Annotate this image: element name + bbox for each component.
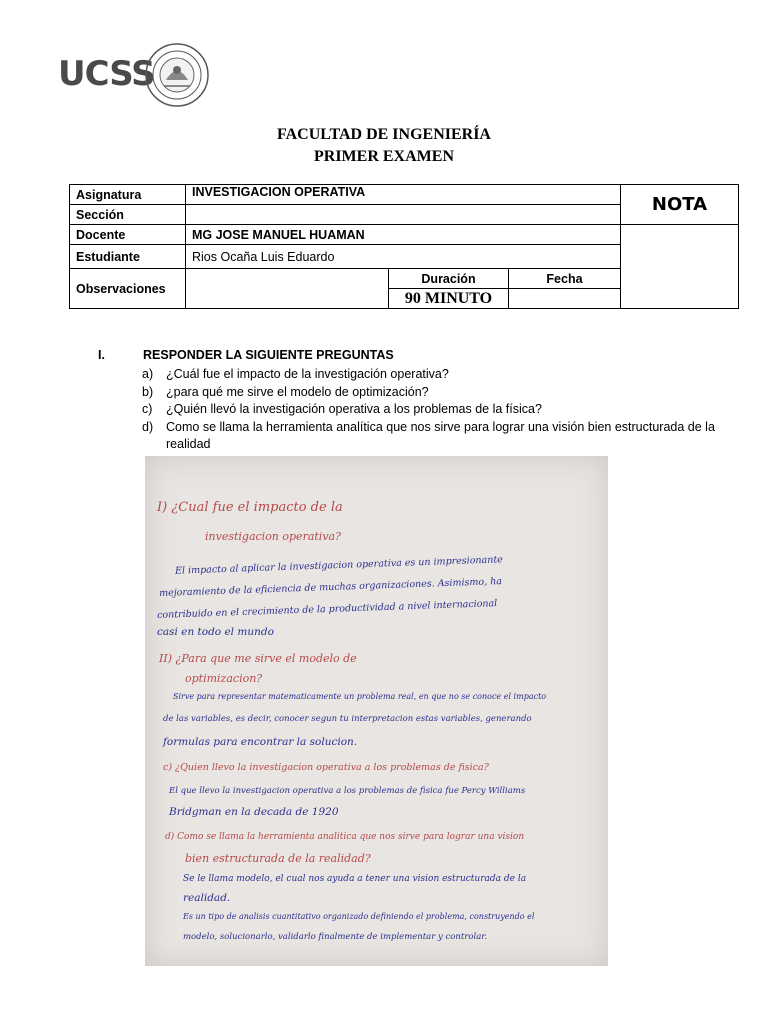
handwritten-line: I) ¿Cual fue el impacto de la xyxy=(157,500,343,515)
estudiante-value: Rios Ocaña Luis Eduardo xyxy=(186,245,621,269)
question-item xyxy=(142,366,722,384)
section-title: RESPONDER LA SIGUIENTE PREGUNTAS xyxy=(143,348,394,362)
question-item xyxy=(142,384,722,402)
handwritten-line: Bridgman en la decada de 1920 xyxy=(169,806,339,818)
ucss-logo xyxy=(58,40,218,110)
question-item xyxy=(142,401,722,419)
handwritten-line: El que llevo la investigacion operativa a los problemas de fisica fue Percy Williams xyxy=(169,786,526,796)
nota-box xyxy=(621,225,739,309)
docente-value: MG JOSE MANUEL HUAMAN xyxy=(186,225,621,245)
handwritten-line: de las variables, es decir, conocer segun tu interpretacion estas variables, generando xyxy=(163,714,532,724)
duracion-value: 90 MINUTO xyxy=(389,289,509,309)
handwritten-line: El impacto al aplicar la investigacion operativa es un impresionante xyxy=(174,554,503,577)
handwritten-line: c) ¿Quien llevo la investigacion operativa a los problemas de fisica? xyxy=(163,762,489,773)
docente-label: Docente xyxy=(70,225,186,245)
university-seal-icon xyxy=(144,42,210,108)
asignatura-value: INVESTIGACION OPERATIVA xyxy=(186,185,621,205)
question-text: Como se llama la herramienta analítica que nos sirve para lograr una visión bien estructurada de la realidad xyxy=(166,419,715,451)
exam-info-table xyxy=(69,184,739,309)
handwritten-line: mejoramiento de la eficiencia de muchas organizaciones. Asimismo, ha xyxy=(158,576,503,599)
handwritten-line: modelo, solucionarlo, validarlo finalmente de implementar y controlar. xyxy=(183,932,488,942)
duracion-label: Duración xyxy=(389,269,509,289)
question-item xyxy=(142,419,722,454)
faculty-title: FACULTAD DE INGENIERÍA xyxy=(277,126,491,143)
logo-text: UCSS xyxy=(58,54,155,94)
question-text: ¿para qué me sirve el modelo de optimización? xyxy=(166,384,429,399)
handwritten-line: Es un tipo de analisis cuantitativo organizado definiendo el problema, construyendo el xyxy=(183,912,535,921)
handwritten-answer-photo xyxy=(145,456,608,966)
question-list xyxy=(142,366,722,454)
handwritten-line: realidad. xyxy=(183,892,231,904)
estudiante-label: Estudiante xyxy=(70,245,186,269)
section-number: I. xyxy=(98,348,105,362)
handwritten-line: II) ¿Para que me sirve el modelo de xyxy=(159,652,357,665)
handwritten-line: formulas para encontrar la solucion. xyxy=(163,736,358,748)
question-letter: b) xyxy=(142,384,154,399)
seccion-label: Sección xyxy=(70,205,186,225)
observaciones-value xyxy=(186,269,389,309)
question-letter: c) xyxy=(142,402,153,416)
fecha-label: Fecha xyxy=(509,269,621,289)
nota-label: NOTA xyxy=(621,185,739,225)
handwritten-line: d) Como se llama la herramienta analitica que nos sirve para lograr una vision xyxy=(165,832,525,842)
seccion-value xyxy=(186,205,621,225)
handwritten-line: contribuido en el crecimiento de la productividad a nivel internacional xyxy=(156,598,498,621)
handwritten-line: Se le llama modelo, el cual nos ayuda a tener una vision estructurada de la xyxy=(183,874,527,884)
fecha-value xyxy=(509,289,621,309)
handwritten-line: optimizacion? xyxy=(185,672,263,685)
handwritten-line: Sirve para representar matematicamente un problema real, en que no se conoce el impacto xyxy=(173,692,547,701)
observaciones-label: Observaciones xyxy=(70,269,186,309)
question-text: ¿Quién llevó la investigación operativa a los problemas de la física? xyxy=(166,402,542,416)
question-letter: d) xyxy=(142,419,154,434)
exam-title: PRIMER EXAMEN xyxy=(314,148,454,165)
handwritten-line: casi en todo el mundo xyxy=(157,626,274,638)
question-text: ¿Cuál fue el impacto de la investigación operativa? xyxy=(166,367,449,381)
handwritten-line: investigacion operativa? xyxy=(205,530,341,543)
handwritten-line: bien estructurada de la realidad? xyxy=(185,852,371,865)
question-letter: a) xyxy=(142,367,154,381)
asignatura-label: Asignatura xyxy=(70,185,186,205)
